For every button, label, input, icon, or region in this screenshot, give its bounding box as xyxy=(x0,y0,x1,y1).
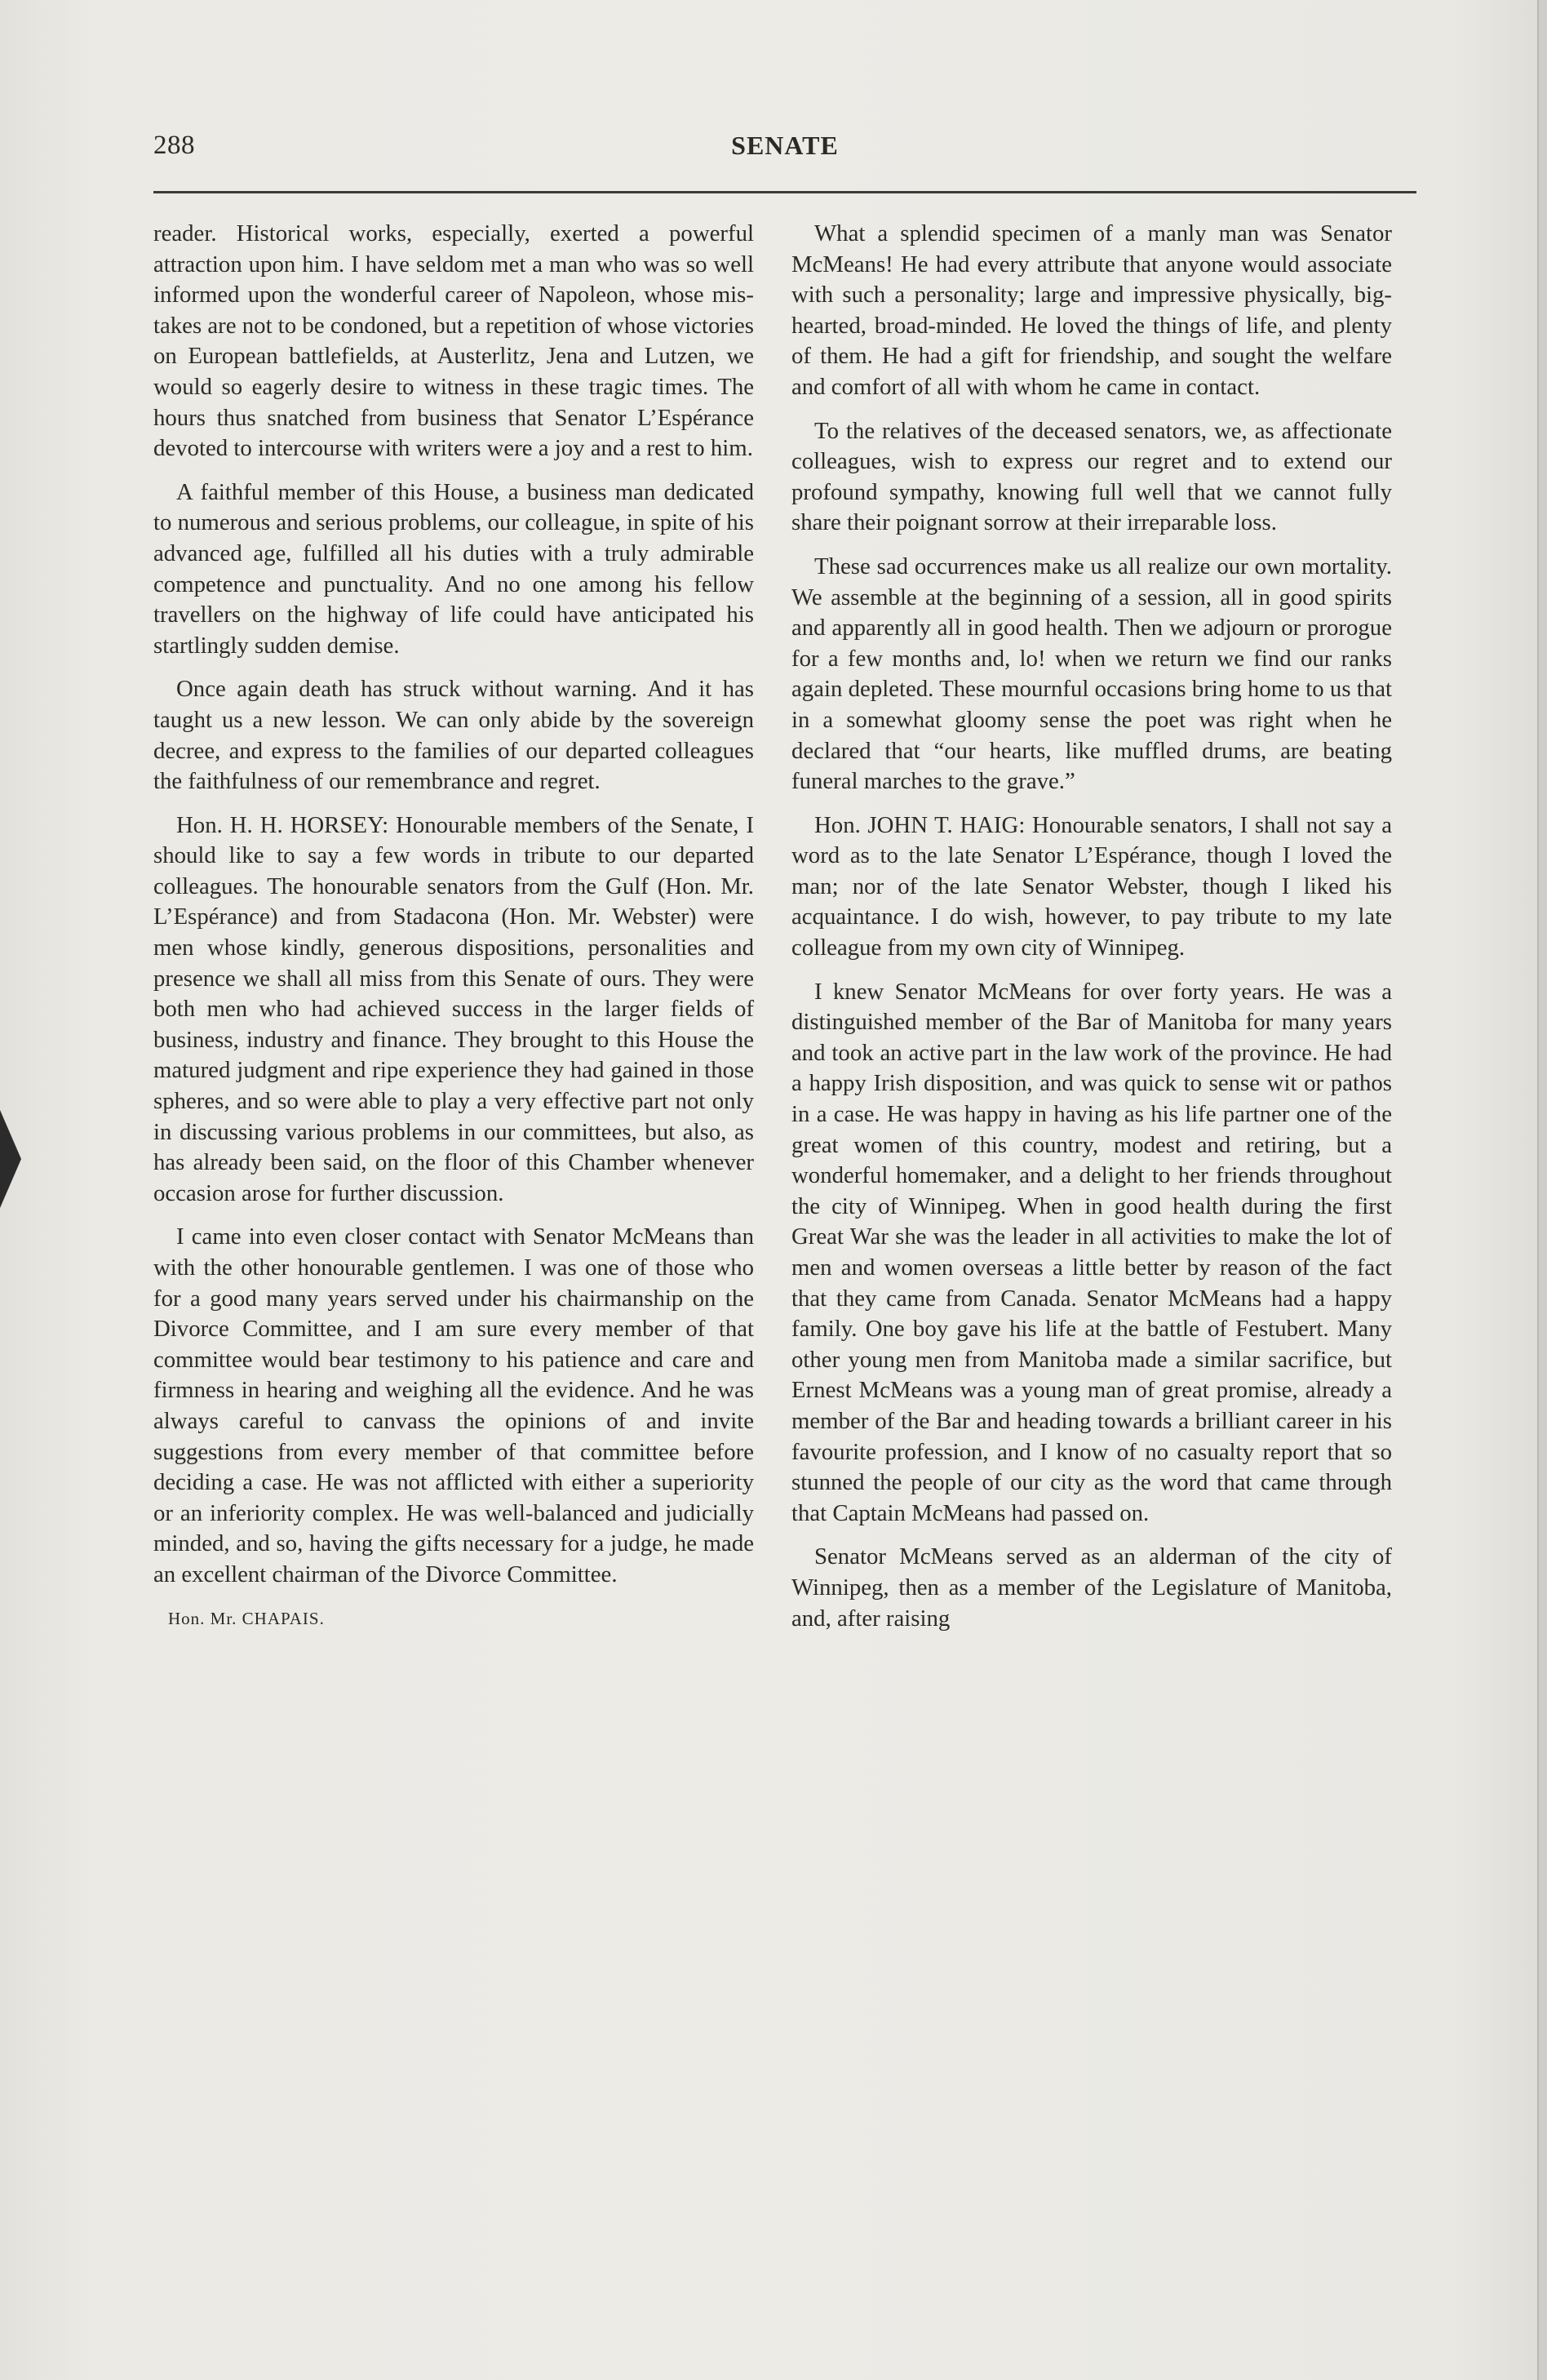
paragraph: Hon. H. H. HORSEY: Honourable members of the Senate, I should like to say a few words in tribute to our departed colleagues. The honourable senators from the Gulf (Hon. Mr. L’Espérance) and from Stadacona (Hon. Mr. Webster) were men whose kindly, generous dispositions, personalities and presence we shall all miss from this Senate of ours. They were both men who had achieved success in the larger fields of business, industry and finance. They brought to this House the matured judgment and ripe experience they had gained in those spheres, and so were able to play a very effective part not only in discussing various problems in our committees, but also, as has already been said, on the floor of this Chamber whenever occasion arose for further discussion. xyxy=(153,811,754,1206)
binding-mark xyxy=(0,1110,21,1208)
running-head: SENATE xyxy=(731,131,839,160)
right-column xyxy=(791,219,1392,1647)
paragraph: A faithful member of this House, a business man dedicated to numerous and serious problems, our colleague, in spite of his advanced age, fulfilled all his duties with a truly admirable competence and punctuality. And no one among his fellow travellers on the highway of life could have anticipated his startlingly sudden demise. xyxy=(153,478,754,659)
page-header xyxy=(153,131,1416,163)
page-number: 288 xyxy=(153,131,195,160)
speaker-footer-label: Hon. Mr. CHAPAIS. xyxy=(168,1608,325,1628)
paragraph: Once again death has struck without warning. And it has taught us a new lesson. We can only abide by the sovereign decree, and express to the families of our departed colleagues the faithfulness of our remembrance and regret. xyxy=(153,676,754,795)
paragraph: Hon. JOHN T. HAIG: Honourable senators, I shall not say a word as to the late Senator L’Espérance, though I loved the man; nor of the late Senator Webster, though I liked his acquaintance. I do wish, however, to pay tribute to my late colleague from my own city of Winnipeg. xyxy=(791,811,1392,961)
paragraph: Senator McMeans served as an alderman of the city of Winnipeg, then as a member of the Legislature of Manitoba, and, after raising xyxy=(791,1543,1392,1632)
header-rule xyxy=(153,191,1416,193)
paragraph: These sad occurrences make us all realize our own mortality. We assemble at the beginning of a session, all in good spirits and apparently all in good health. Then we adjourn or prorogue for a few months and, lo! when we return we find our ranks again depleted. These mournful occasions bring home to us that in a somewhat gloomy sense the poet was right when he declared that “our hearts, like muffled drums, are beating funeral marches to the grave.” xyxy=(791,553,1392,795)
paragraph: reader. Historical works, especially, exerted a powerful attraction upon him. I have seldom met a man who was so well informed upon the wonderful career of Napoleon, whose mistakes are not to be condoned, but a repetition of whose victories on European battlefields, at Austerlitz, Jena and Lutzen, we would so eagerly desire to witness in these tragic times. The hours thus snatched from business that Senator L’Espérance devoted to intercourse with writers were a joy and a rest to him. xyxy=(153,220,754,462)
paragraph: I came into even closer contact with Senator McMeans than with the other honourable gentlemen. I was one of those who for a good many years served under his chairmanship on the Divorce Committee, and I am sure every member of that committee would bear testimony to his patience and care and firmness in hearing and weighing all the evidence. And he was always careful to canvass the opinions of and invite suggestions from every member of that committee before deciding a case. He was not afflicted with either a superiority or an inferiority complex. He was well-balanced and judicially minded, and so, having the gifts necessary for a judge, he made an excellent chairman of the Divorce Committee. xyxy=(153,1223,754,1587)
left-column xyxy=(153,219,754,1634)
paragraph: To the relatives of the deceased senators, we, as affectionate colleagues, wish to express our regret and to extend our profound sympathy, knowing full well that we cannot fully share their poignant sorrow at their irreparable loss. xyxy=(791,417,1392,536)
paragraph: I knew Senator McMeans for over forty years. He was a distinguished member of the Bar of Manitoba for many years and took an active part in the law work of the province. He had a happy Irish disposition, and was quick to sense wit or pathos in a case. He was happy in having as his life partner one of the great women of this country, modest and retiring, but a wonderful homemaker, and a delight to her friends throughout the city of Winnipeg. When in good health during the first Great War she was the leader in all activities to make the lot of men and women overseas a little better by reason of the fact that they came from Canada. Senator McMeans had a happy family. One boy gave his life at the battle of Festubert. Many other young men from Manitoba made a similar sacrifice, but Ernest McMeans was a young man of great promise, already a member of the Bar and heading towards a brilliant career in his favourite profession, and I know of no casualty report that so stunned the people of our city as the word that came through that Captain McMeans had passed on. xyxy=(791,978,1392,1526)
paragraph: What a splendid specimen of a manly man was Senator McMeans! He had every attribute that anyone would associate with such a personality; large and impressive physically, big-hearted, broad-minded. He loved the things of life, and plenty of them. He had a gift for friendship, and sought the welfare and comfort of all with whom he came in contact. xyxy=(791,220,1392,400)
page-edge-shadow xyxy=(1537,0,1547,2380)
